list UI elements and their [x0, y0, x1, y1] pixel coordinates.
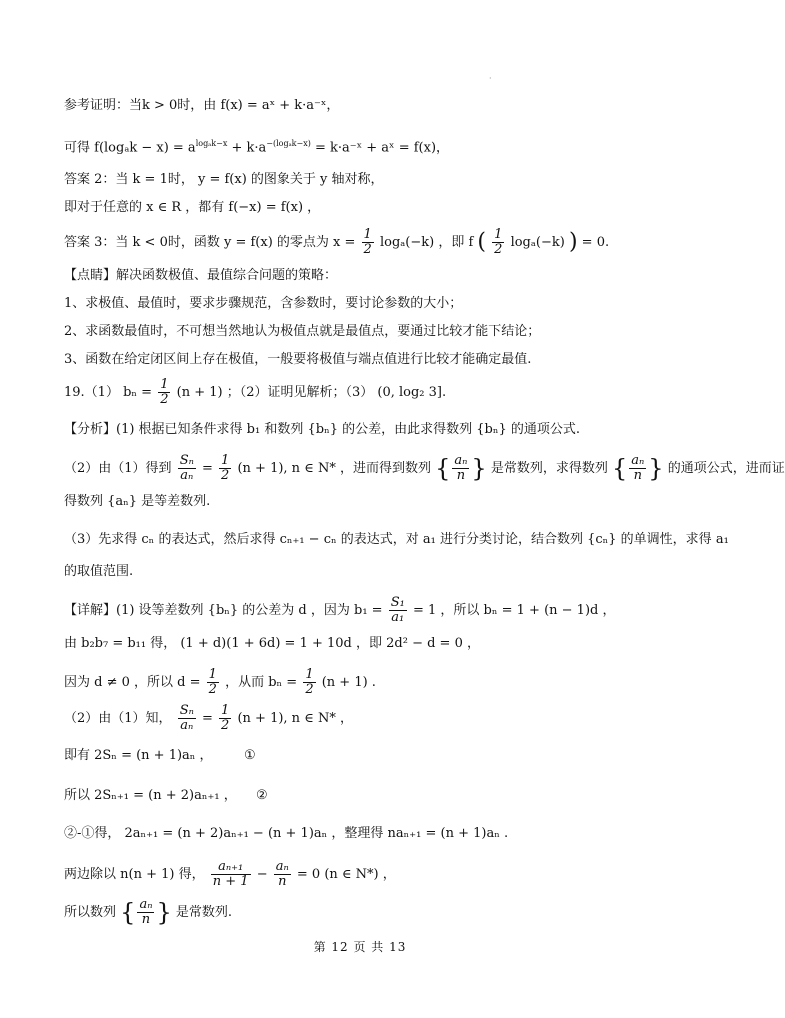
brace-left: { — [611, 454, 628, 483]
text: 答案 3：当 k < 0时，函数 y = f(x) 的零点为 x = — [64, 235, 356, 250]
analysis-2: （2）由（1）得到 $\frac{\text{Sₙ}}{\text{aₙ}}$ = $\frac{1}{2}$ (n + 1), n ∈ N* ，进而得到数列 { $\frac{\text{aₙ}}{n}$ } 是常数列，求得数列 { $\frac{\text{aₙ}}{n}$ } 的通项公式，进而证 — [64, 453, 785, 483]
fraction-half — [303, 668, 315, 697]
fraction-half — [207, 668, 219, 697]
numerator: S₁ — [390, 595, 405, 610]
text: 所以数列 — [64, 905, 117, 920]
tip-item-1: 1、求极值、最值时，要求步骤规范，含参数时，要讨论参数的大小； — [64, 296, 463, 311]
answer-2-detail: 即对于任意的 x ∈ R ，都有 f(−x) = f(x) ， — [64, 200, 321, 215]
analysis-1: 【分析】(1) 根据已知条件求得 b₁ 和数列 {bₙ} 的公差，由此求得数列 {bₙ} 的通项公式. — [64, 422, 580, 437]
text: 因为 d ≠ 0 ，所以 d = — [64, 675, 201, 690]
fraction-S-over-a — [178, 704, 196, 733]
fraction-a-over-n — [452, 454, 469, 483]
numerator: 1 — [160, 377, 169, 392]
analysis-2-cont: 得数列 {aₙ} 是等差数列. — [64, 494, 211, 509]
proof-line-2 — [64, 134, 680, 158]
equation-1 — [64, 746, 680, 766]
proof-line-1: 参考证明：当k > 0时，由 f(x) = aˣ + k·a⁻ˣ， — [64, 98, 340, 113]
denominator: 2 — [221, 468, 230, 483]
tip-item-2: 2、求函数最值时，不可想当然地认为极值点就是最值点，要通过比较才能下结论； — [64, 324, 541, 339]
text: 【详解】(1) 设等差数列 {bₙ} 的公差为 d ，因为 b₁ = — [64, 603, 383, 618]
fraction-a-over-n — [629, 454, 646, 483]
denominator: n + 1 — [212, 874, 249, 889]
numerator: 1 — [221, 703, 230, 718]
text: logₐ(−k) ，即 f — [379, 235, 474, 250]
answer-2-line: 答案 2：当 k = 1时， y = f(x) 的图象关于 y 轴对称， — [64, 172, 384, 187]
denominator: a₁ — [391, 610, 405, 625]
denominator: 2 — [160, 392, 169, 407]
brace-right: } — [648, 454, 664, 483]
equation-2 — [64, 786, 680, 806]
text: = 1 ，所以 bₙ = 1 + (n − 1)d ， — [412, 603, 616, 618]
text: 即有 2Sₙ = (n + 1)aₙ ， — [64, 748, 213, 763]
fraction-a-over-n — [274, 860, 291, 889]
paren-left: ( — [477, 229, 486, 255]
fraction-half — [362, 228, 374, 257]
numerator: 1 — [363, 227, 372, 242]
stray-dot: · — [489, 74, 492, 83]
numerator: 1 — [305, 667, 314, 682]
numerator: aₙ — [454, 453, 468, 468]
numerator: 1 — [221, 453, 230, 468]
exponent: −(logₐk−x) — [266, 139, 311, 148]
fraction-a1-over-n1 — [211, 860, 251, 889]
denominator: 2 — [363, 242, 372, 257]
answer-3-line — [64, 228, 680, 257]
text: = k·a⁻ˣ + aˣ = f(x)， — [310, 140, 450, 156]
q19-answer — [64, 378, 680, 407]
text: ，从而 bₙ = — [225, 675, 298, 690]
denominator: n — [141, 912, 151, 927]
numerator: 1 — [494, 227, 503, 242]
brace-right: } — [156, 898, 172, 927]
numerator: aₙ — [139, 897, 153, 912]
denominator: 2 — [494, 242, 503, 257]
text: 是常数列. — [175, 905, 233, 920]
brace-left: { — [435, 454, 451, 483]
text: 的通项公式，进而证 — [667, 461, 785, 476]
denominator: aₙ — [180, 718, 194, 733]
circled-mark-2: ② — [256, 788, 268, 803]
fraction-half — [492, 228, 504, 257]
numerator: Sₙ — [179, 703, 194, 718]
numerator: aₙ — [631, 453, 645, 468]
fraction-half — [219, 454, 231, 483]
analysis-3-cont: 的取值范围. — [64, 564, 134, 579]
text: 两边除以 n(n + 1) 得， — [64, 867, 205, 882]
detail-7 — [64, 898, 680, 927]
text: 19.（1） bₙ = — [64, 385, 153, 400]
brace-left: { — [120, 898, 136, 927]
detail-6 — [64, 860, 680, 889]
denominator: 2 — [305, 682, 314, 697]
text: 是常数列，求得数列 — [490, 461, 608, 476]
text: (n + 1), n ∈ N* ，进而得到数列 — [237, 461, 431, 476]
detail-1 — [64, 596, 680, 625]
analysis-3: （3）先求得 cₙ 的表达式，然后求得 cₙ₊₁ − cₙ 的表达式，对 a₁ 进行分类讨论，结合数列 {cₙ} 的单调性，求得 a₁ — [64, 532, 729, 547]
numerator: Sₙ — [179, 453, 194, 468]
numerator: aₙ₊₁ — [211, 860, 251, 875]
text: （2）由（1）知， — [64, 711, 172, 726]
paren-right: ) — [568, 229, 578, 255]
text: − — [256, 867, 268, 882]
fraction-half — [219, 704, 231, 733]
detail-2: 由 b₂b₇ = b₁₁ 得， (1 + d)(1 + 6d) = 1 + 10d ，即 2d² − d = 0 ， — [64, 636, 480, 651]
tip-heading: 【点睛】解决函数极值、最值综合问题的策略： — [64, 268, 338, 283]
text: (n + 1) ；（2）证明见解析；（3） (0, log₂ 3]. — [176, 385, 447, 400]
fraction-S-over-a — [178, 454, 196, 483]
text: (n + 1), n ∈ N* ， — [237, 711, 353, 726]
text: (n + 1) . — [321, 675, 376, 690]
numerator: 1 — [208, 667, 217, 682]
detail-5: ②-①得， 2aₙ₊₁ = (n + 2)aₙ₊₁ − (n + 1)aₙ ，整理得 naₙ₊₁ = (n + 1)aₙ . — [64, 826, 509, 841]
fraction-half — [158, 378, 170, 407]
text: 可得 f(logₐk − x) = a — [64, 140, 196, 156]
circled-mark-1: ① — [244, 748, 256, 763]
text: + k·a — [227, 140, 267, 156]
denominator: aₙ — [180, 468, 194, 483]
numerator: aₙ — [275, 859, 289, 874]
denominator: n — [278, 874, 287, 889]
fraction-a-over-n — [137, 898, 154, 927]
denominator: 2 — [208, 682, 217, 697]
denominator: n — [456, 468, 466, 483]
text: = 0 (n ∈ N*) ， — [296, 867, 396, 882]
page-footer: 第 12 页 共 13 — [313, 940, 407, 954]
text: 所以 2Sₙ₊₁ = (n + 2)aₙ₊₁ ， — [64, 788, 237, 803]
detail-3 — [64, 668, 680, 697]
text: （2）由（1）得到 — [64, 461, 172, 476]
denominator: n — [633, 468, 642, 483]
text: logₐ(−k) — [510, 235, 565, 250]
denominator: 2 — [221, 718, 230, 733]
brace-right: } — [471, 454, 487, 483]
exponent: logₐk−x — [195, 139, 228, 148]
detail-4: （2）由（1）知， $\frac{\text{Sₙ}}{\text{aₙ}}$ = $\frac{1}{2}$ (n + 1), n ∈ N* ， — [64, 703, 353, 733]
tip-item-3: 3、函数在给定闭区间上存在极值，一般要将极值与端点值进行比较才能确定最值. — [64, 352, 532, 367]
text: = 0. — [581, 235, 610, 250]
fraction-S1-over-a1 — [389, 596, 407, 625]
